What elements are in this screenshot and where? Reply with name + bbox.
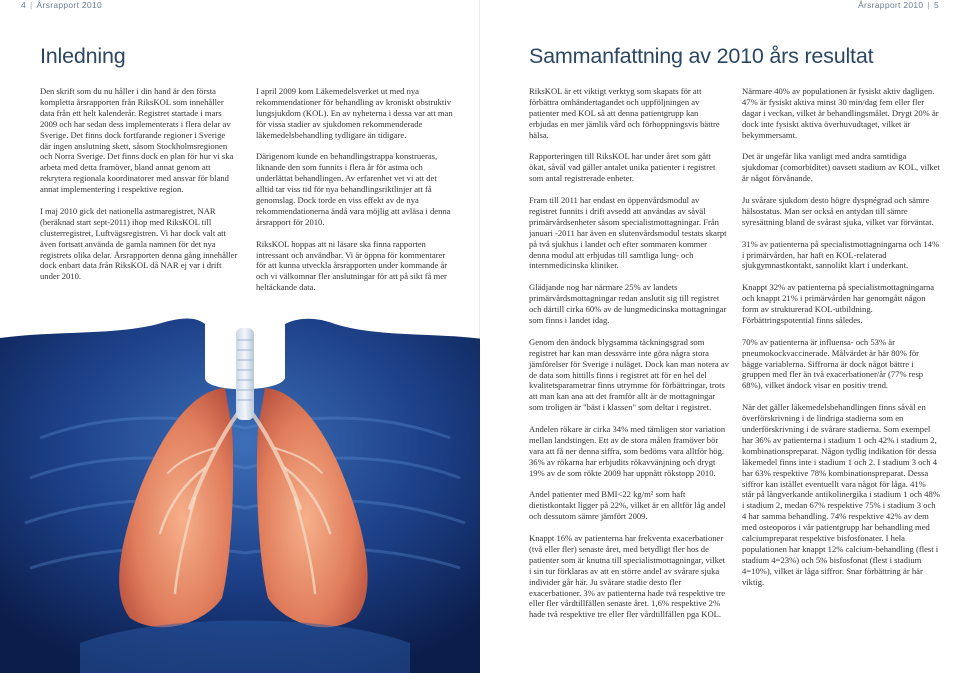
paragraph: Andelen rökare är cirka 34% med tämligen stor variation mellan landstingen. Ett av de stora målen framöver bör vara att få ner denna siffra, som bedöms vara alltför hög. 36% av rökarna har erbjudits rökavvänjning och drygt 19% av de som rökte 2009 har uppnått rökstopp 2010. [529,424,726,478]
right-text-column-2 [742,86,940,598]
paragraph: Knappt 16% av patienterna har frekventa exacerbationer (två eller fler) senaste året, med betydligt fler hos de patienter som är knutna till specialistmottagningar, vilket i sin tur förklaras av att en större andel av svårare sjuka individer går här. Ju svårare stadie desto fler exacerbationer. 3% av patienterna hade två respektive tre eller fler vårdtillfällen senaste året. 1,6% respektive 2% hade två respektive tre eller fler vårdtillfällen pga KOL. [529,533,726,620]
page-title-sammanfattning: Sammanfattning av 2010 års resultat [529,44,874,68]
right-page [480,0,960,673]
publication-name-right: Årsrapport 2010 [858,0,924,10]
paragraph: Fram till 2011 har endast en öppenvårdsmodul av registret funnits i drift avsedd att användas av såväl primärvårdsenheter såsom specialistmottagningar. Från januari -2011 har även en slutenvårdsmodul testats skarpt på två sjukhus i landet och efter sommaren kommer denna modul att erbjudas till samtliga lung- och internmedicinska kliniker. [529,195,727,271]
paragraph: När det gäller läkemedelsbehandlingen finns såväl en överförskrivning i de lindriga stadierna som en underförskrivning i de svårare stadierna. Som exempel har 36% av patienterna i stadium 1 och 42% i stadium 2, kombinationspreparat. Någon tydlig indikation för dessa läkemedel finns inte i stadium 1 och 2. I stadium 3 och 4 har 63% respektive 78% kombinationspreparat. Dessa siffror kan istället eventuellt vara något för låga. 41% står på långverkande antikolinergika i stadium 1 och 48% i stadium 2, medan 67% respektive 75% i stadium 3 och 4 har samma behandling. 74% respektive 42% av dem med osteoporos i vår patientgrupp har behandling med calciumpreparat respektive bisfosfonater. I hela populationen har knappt 12% calcium-behandling (flest i stadium 4=23%) och 5% bisfosfonat (flest i stadium 4=10%), vilket är låga siffror. Snar förbättring är här viktig. [742,402,940,587]
page-number-right: 5 [933,0,939,10]
paragraph: 70% av patienterna är influensa- och 53% är pneumokockvaccinerade. Målvärdet är här 80% för bägge variablerna. Siffrorna är dock något bättre i gruppen med fler än två exacerbationer/år (77% resp 68%), vilket ändock visar en positiv trend. [742,336,924,391]
paragraph: 31% av patienterna på specialistmottagningarna och 14% i primärvården, har haft en KOL-relaterad sjukgymnastkontakt, sannolikt klart i underkant. [742,238,940,271]
paragraph: I maj 2010 gick det nationella astmaregistret, NAR (beräknad start sept-2011) ihop med RiksKOL till clusterregistret, Luftvägsregistren. Vi har dock valt att även fortsatt använda de gamla namnen för det nya registrets olika delar. Årsrapporten denna gång innehåller dock enbart data från RiksKOL då NAR ej var i drift under 2010. [40,205,238,282]
paragraph: Det är ungefär lika vanligt med andra samtidiga sjukdomar (comorbiditet) oavsett stadium av KOL, vilket är något förvånande. [742,151,940,184]
left-text-column-2 [256,86,456,304]
paragraph: RiksKOL hoppas att ni läsare ska finna rapporten intressant och användbar. Vi är öppna för kommentarer för att kunna utveckla årsrapporten under kommande år och vi välkomnar fler anslutningar för att på sikt få mer heltäckande data. [256,238,448,293]
right-text-column-1 [529,86,729,631]
paragraph: Glädjande nog har närmare 25% av landets primärvårdsmottagningar redan anslutit sig till registret och därtill cirka 60% av de lungmedicinska mottagningar som finns i landet idag. [529,282,727,325]
lungs-illustration [0,318,480,673]
page-number-left: 4 [21,0,27,10]
running-header-right: Årsrapport 2010 | 5 [858,0,939,10]
paragraph: Rapporteringen till RiksKOL har under året som gått ökat, såväl vad gäller antalet unika patienter i registret som antal registrerade enheter. [529,151,716,184]
paragraph: Den skrift som du nu håller i din hand är den första kompletta årsrapporten från RiksKOL som innehåller data från ett helt kalenderår. Registret startade i mars 2009 och har sedan dess implementerats i flera delar av Sverige. Det finns dock fortfarande regioner i Sverige där ingen anslutning skett, såsom Stockholmsregionen och Norra Sverige. Det finns dock en plan för hur vi ska arbeta med detta framöver, bland annat genom att rekrytera regionala koordinatorer med ansvar för bland annat implementering i respektive region. [40,86,234,195]
left-text-column-1 [40,86,238,293]
running-header-left: 4 | Årsrapport 2010 [21,0,102,10]
page-title-inledning: Inledning [40,44,126,68]
paragraph: Genom den ändock blygsamma täckningsgrad som registret har kan man dessvärre inte göra några stora jämförelser för Sverige i nuläget. Dock kan man notera av de data som hittills finns i registret att för en hel del kvalitetsparametrar finns utrymme för förbättringar, trots att man kan ana att det framför allt är de mottagningar som troligen är "bäst i klassen" som deltar i registret. [529,336,729,413]
paragraph: Därigenom kunde en behandlingstrappa konstrueras, liknande den som funnits i flera år för astma och underlättat behandlingen. Av erfarenhet vet vi att det alltid tar viss tid för nya behandlingsriktlinjer att få genomslag. Dock torde en viss effekt av de nya rekommendationerna ändå vara möjlig att avläsa i denna årsrapport för 2010. [256,151,451,227]
paragraph: Ju svårare sjukdom desto högre dyspnégrad och sämre hälsostatus. Man ser också en antydan till sämre syresättning bland de svårast sjuka, vilket var förväntat. [742,195,934,227]
paragraph: Andel patienter med BMI<22 kg/m² som haft dietistkontakt ligger på 22%, vilket är en alltför låg andel och dessutom sämre jämfört 2009. [529,489,726,522]
paragraph: I april 2009 kom Läkemedelsverket ut med nya rekommendationer för behandling av kroniskt obstruktiv lungsjukdom (KOL). En av nyheterna i dessa var att man för vissa stadier av sjukdomen rekommenderade läkemedelsbehandling tydligare än tidigare. [256,86,453,140]
publication-name-left: Årsrapport 2010 [36,0,102,10]
paragraph: Närmare 40% av populationen är fysiskt aktiv dagligen. 47% är fysiskt aktiva minst 30 min/dag fem eller fler dagar i veckan, vilket är behandlingsmålet. Drygt 20% är dock inte fysiskt aktiva överhuvudtaget, vilket är bekymmersamt. [742,86,939,140]
paragraph: Knappt 32% av patienterna på specialistmottagningarna och knappt 21% i primärvården har genomgått någon form av strukturerad KOL-utbildning. Förbättringspotential finns således. [742,282,935,325]
paragraph: RiksKOL är ett viktigt verktyg som skapats för att förbättra omhändertagandet och uppföljningen av patienter med KOL så att denna patientgrupp kan erbjudas en mer jämlik vård och förhoppningsvis bättre hälsa. [529,86,720,140]
